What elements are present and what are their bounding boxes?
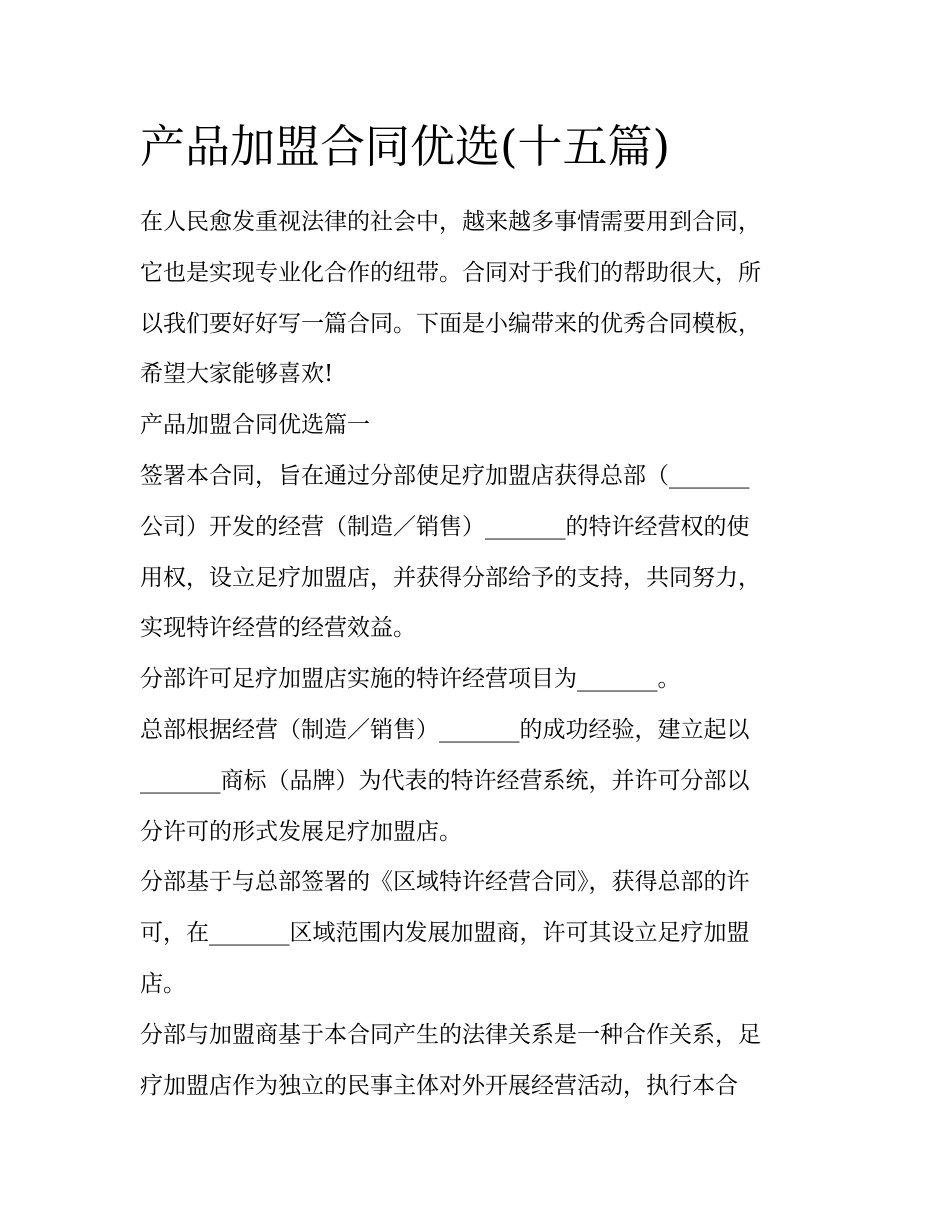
text-line: 分部与加盟商基于本合同产生的法律关系是一种合作关系，足	[140, 1021, 761, 1048]
text-line: 它也是实现专业化合作的纽带。合同对于我们的帮助很大，所	[140, 259, 761, 286]
text-line: 签署本合同，旨在通过分部使足疗加盟店获得总部（_______	[140, 462, 750, 489]
section-heading	[140, 400, 820, 451]
paragraph	[140, 1010, 820, 1112]
text-line: 分许可的形式发展足疗加盟店。	[140, 818, 462, 845]
paragraph	[140, 857, 820, 1009]
paragraph	[140, 654, 820, 705]
document-body	[140, 197, 820, 1111]
text-line: 分部许可足疗加盟店实施的特许经营项目为_______。	[140, 666, 681, 693]
text-line: 产品加盟合同优选篇一	[140, 412, 370, 439]
paragraph	[140, 705, 820, 857]
text-line: 总部根据经营（制造／销售）_______的成功经验，建立起以	[140, 716, 750, 743]
document-title: 产品加盟合同优选(十五篇)	[140, 120, 671, 173]
text-line: 以我们要好好写一篇合同。下面是小编带来的优秀合同模板，	[140, 310, 761, 337]
text-line: 公司）开发的经营（制造／销售）_______的特许经营权的使	[140, 513, 750, 540]
text-line: 分部基于与总部签署的《区域特许经营合同》，获得总部的许	[140, 869, 750, 896]
text-line: 在人民愈发重视法律的社会中，越来越多事情需要用到合同，	[140, 209, 761, 235]
text-line: 可，在_______区域范围内发展加盟商，许可其设立足疗加盟	[140, 920, 750, 947]
text-line: _______商标（品牌）为代表的特许经营系统，并许可分部以	[140, 767, 750, 794]
text-line: 实现特许经营的经营效益。	[140, 615, 416, 642]
text-line: 希望大家能够喜欢!	[140, 361, 334, 388]
paragraph-intro	[140, 197, 820, 400]
text-line: 用权，设立足疗加盟店，并获得分部给予的支持，共同努力，	[140, 564, 761, 591]
paragraph	[140, 451, 820, 654]
text-line: 疗加盟店作为独立的民事主体对外开展经营活动，执行本合	[140, 1072, 738, 1099]
text-line: 店。	[140, 970, 186, 997]
